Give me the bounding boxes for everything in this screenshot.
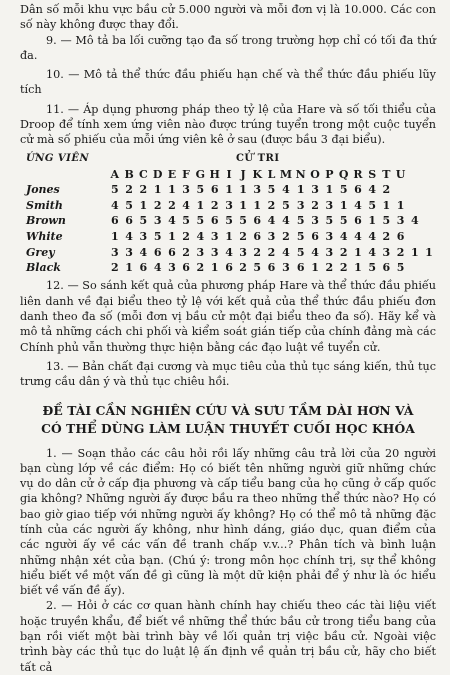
vote-rank-cell: 4: [410, 214, 419, 228]
vote-rank-cell: 3: [311, 214, 319, 228]
vote-rank-cell: 1: [196, 198, 205, 212]
vote-rank-cell: 1: [382, 198, 391, 212]
voter-letter: D: [152, 167, 163, 181]
vote-rank-cell: 2: [239, 229, 247, 243]
vote-rank-cell: 4: [282, 245, 290, 259]
voter-letter: A: [110, 167, 120, 181]
vote-rank-cell: 5: [339, 183, 348, 197]
vote-rank-cell: 2: [110, 261, 119, 275]
voter-letter: U: [395, 167, 406, 181]
vote-rank-cell: 6: [382, 261, 391, 275]
vote-rank-cell: 2: [382, 183, 391, 197]
vote-rank-cell: 3: [325, 229, 334, 243]
vote-rank-cell: 2: [139, 183, 148, 197]
vote-rank-cell: 6: [210, 183, 219, 197]
vote-rank-cell: 4: [125, 229, 133, 243]
vote-rank-cell: 3: [139, 229, 148, 243]
vote-table-header-groups: [26, 151, 436, 167]
vote-rank-cell: 3: [396, 214, 405, 228]
vote-rank-cell: 2: [396, 245, 405, 259]
vote-rank-cell: 1: [225, 229, 233, 243]
candidate-name: White: [26, 229, 63, 243]
voter-letters-row: [26, 166, 436, 182]
vote-rank-cell: 6: [182, 261, 190, 275]
vote-rank-cell: 1: [311, 261, 319, 275]
vote-rank-cell: 1: [253, 198, 262, 212]
vote-rank-cell: 2: [125, 183, 133, 197]
vote-rank-cell: 5: [382, 214, 391, 228]
vote-rank-cell: 4: [110, 198, 119, 212]
vote-rank-cell: 6: [267, 261, 276, 275]
vote-rank-cell: 6: [139, 261, 148, 275]
vote-rank-cell: 5: [239, 214, 247, 228]
vote-rank-cell: 3: [382, 245, 391, 259]
vote-rank-cell: 2: [182, 229, 190, 243]
candidate-column-header: ỨNG VIÊN: [26, 152, 90, 164]
vote-rank-cell: 4: [282, 214, 290, 228]
vote-rank-cell: 5: [396, 261, 405, 275]
vote-rank-cell: 3: [196, 245, 205, 259]
vote-rank-cell: 3: [325, 245, 334, 259]
vote-rank-cell: 6: [253, 214, 262, 228]
vote-rank-cell: 2: [282, 229, 290, 243]
vote-rank-cell: 6: [253, 229, 262, 243]
voter-letter: S: [368, 167, 377, 181]
vote-rank-cell: 2: [267, 198, 276, 212]
vote-rank-cell: 3: [125, 245, 133, 259]
vote-rank-cell: 4: [168, 214, 176, 228]
vote-rank-cell: 2: [168, 198, 176, 212]
vote-rank-cell: 1: [239, 198, 247, 212]
vote-rank-cell: 2: [339, 261, 348, 275]
vote-rank-cell: 6: [153, 245, 162, 259]
vote-rank-cell: 2: [210, 198, 219, 212]
vote-rank-cell: 3: [311, 183, 319, 197]
vote-rank-cell: 5: [296, 245, 305, 259]
vote-rank-cell: 1: [325, 183, 334, 197]
vote-rank-cell: 3: [110, 245, 119, 259]
vote-rank-cell: 5: [253, 261, 262, 275]
vote-rank-cell: 1: [296, 183, 305, 197]
vote-rank-cell: 3: [225, 198, 233, 212]
vote-rank-cell: 2: [253, 245, 262, 259]
vote-rank-cell: 1: [168, 183, 176, 197]
vote-rank-cell: 5: [153, 229, 162, 243]
candidate-name: Smith: [26, 198, 63, 212]
vote-rank-cell: 1: [339, 198, 348, 212]
voter-letter: L: [267, 167, 276, 181]
vote-rank-cell: 3: [253, 183, 262, 197]
voter-letter: T: [382, 167, 391, 181]
vote-rank-cell: 5: [282, 198, 290, 212]
vote-rank-cell: 6: [354, 183, 362, 197]
voter-letter: E: [167, 167, 177, 181]
vote-rank-cell: 2: [153, 198, 162, 212]
vote-rank-cell: 6: [311, 229, 319, 243]
vote-rank-cell: 6: [110, 214, 119, 228]
candidate-name: Black: [26, 261, 61, 275]
vote-rank-cell: 3: [153, 214, 162, 228]
vote-rank-cell: 5: [182, 214, 190, 228]
vote-rank-cell: 5: [139, 214, 148, 228]
vote-rank-cell: 6: [396, 229, 405, 243]
voter-letter: P: [325, 167, 334, 181]
candidate-name: Grey: [26, 245, 55, 259]
vote-rank-cell: 3: [182, 183, 190, 197]
vote-rank-cell: 1: [368, 214, 377, 228]
candidate-row: [26, 260, 436, 276]
vote-rank-cell: 5: [368, 198, 377, 212]
vote-rank-cell: 5: [296, 214, 305, 228]
vote-rank-cell: 4: [354, 229, 362, 243]
voter-letter: Q: [338, 167, 349, 181]
voters-column-header: CỬ TRI: [235, 152, 280, 164]
voter-letter: G: [195, 167, 205, 181]
voter-letter: B: [124, 167, 134, 181]
voter-letter: C: [139, 167, 148, 181]
vote-rank-cell: 1: [239, 183, 247, 197]
vote-rank-cell: 5: [196, 183, 205, 197]
vote-rank-cell: 3: [296, 198, 305, 212]
vote-rank-cell: 5: [368, 261, 377, 275]
question-11: 11. — Áp dụng phương pháp theo tỷ lệ của Hare và số tối thiểu của Droop để tính xem ứng viên nào được trúng tuyển trong một cuộc tuyển cử mà số phiếu của mỗi ứng viên kê ở sau (được bầu 3 đại biểu).: [20, 102, 436, 147]
vote-rank-cell: 2: [311, 198, 319, 212]
question-12: 12. — So sánh kết quả của phương pháp Hare và thể thức đầu phiếu liên danh về đại biểu theo tỷ lệ với kết quả của thể thức đầu phiếu đơn danh theo đa số (mỗi đơn vị bầu cử một đại biểu theo đa số). Hãy kể và mô tả những cách chi phối và kiểm soát gián tiếp của chính đảng mà các Chính phủ vẫn thường thực hiện bằng các đạo luật về tuyển cử.: [20, 279, 436, 354]
vote-rank-cell: 4: [368, 183, 377, 197]
vote-rank-cell: 4: [354, 198, 362, 212]
voter-letter: N: [295, 167, 306, 181]
question-10: 10. — Mô tả thể thức đầu phiếu hạn chế và thể thức đầu phiếu lũy tích: [20, 68, 436, 97]
vote-rank-cell: 5: [325, 214, 334, 228]
vote-rank-cell: 6: [168, 245, 176, 259]
voter-letter: K: [252, 167, 263, 181]
vote-rank-cell: 4: [267, 214, 276, 228]
vote-rank-cell: 1: [153, 183, 162, 197]
vote-rank-cell: 1: [168, 229, 176, 243]
vote-rank-cell: 1: [210, 261, 219, 275]
vote-rank-cell: 1: [425, 245, 433, 259]
voter-letter: J: [240, 167, 246, 181]
research-topic-1: 1. — Soạn thảo các câu hỏi rồi lấy những câu trả lời của 20 người bạn cùng lớp về các điểm: Họ có biết tên những người giữ những chức vụ do dân cử ở cấp địa phương và cấp tiểu bang của họ cũng ở cấp quốc gia không? Những người ấy được bầu ra theo những thể thức nào? Họ có bao giờ giao tiếp với những người ấy không? Họ có thể mô tả những đặc tính của các người ấy không, như hình dáng, giáo dục, quan điểm của các người ấy về các vấn đề tranh chấp v.v...? Phân tích và bình luận những nhận xét của bạn. (Chú ý: trong môn học chính trị, sự thể không hiểu biết về một vấn đề gì cũng là một dữ kiện phải để ý như là óc hiểu biết về vấn đề ấy).: [20, 446, 436, 598]
candidate-row: [26, 244, 436, 260]
vote-rank-cell: 2: [239, 261, 247, 275]
vote-rank-cell: 5: [110, 183, 119, 197]
voter-letter: F: [182, 167, 190, 181]
vote-rank-cell: 6: [225, 261, 233, 275]
vote-rank-cell: 4: [282, 183, 290, 197]
vote-rank-cell: 3: [210, 229, 219, 243]
vote-rank-cell: 5: [125, 198, 133, 212]
candidate-row: [26, 182, 436, 198]
voter-letter: I: [226, 167, 232, 181]
vote-rank-cell: 1: [225, 183, 233, 197]
vote-rank-cell: 1: [354, 245, 362, 259]
vote-rank-cell: 4: [153, 261, 162, 275]
paragraph-population: Dân số mỗi khu vực bầu cử 5.000 người và mỗi đơn vị là 10.000. Các con số này không được thay đổi.: [20, 3, 436, 32]
vote-rank-cell: 4: [196, 229, 205, 243]
candidate-name: Brown: [26, 214, 66, 228]
vote-rank-cell: 4: [139, 245, 148, 259]
vote-rank-cell: 2: [196, 261, 205, 275]
voter-letter: O: [310, 167, 320, 181]
vote-rank-cell: 3: [210, 245, 219, 259]
vote-rank-cell: 4: [339, 229, 348, 243]
candidate-row: [26, 213, 436, 229]
vote-rank-cell: 3: [282, 261, 290, 275]
vote-rank-cell: 1: [396, 198, 405, 212]
vote-rank-cell: 5: [339, 214, 348, 228]
section-title-line-1: ĐỀ TÀI CẦN NGHIÊN CỨU VÀ SƯU TẦM DÀI HƠN VÀ: [42, 402, 414, 418]
vote-rank-cell: 1: [354, 261, 362, 275]
section-title-line-2: CÓ THỂ DÙNG LÀM LUẬN THUYẾT CUỐI HỌC KHÓA: [41, 420, 415, 436]
vote-rank-cell: 2: [267, 245, 276, 259]
vote-rank-cell: 3: [267, 229, 276, 243]
vote-rank-cell: 1: [139, 198, 148, 212]
vote-rank-cell: 5: [267, 183, 276, 197]
vote-rank-cell: 2: [339, 245, 348, 259]
question-13: 13. — Bản chất đại cương và mục tiêu của thủ tục sáng kiến, thủ tục trưng cầu dân ý và thủ tục chiêu hồi.: [20, 359, 436, 389]
vote-table: [26, 151, 436, 276]
vote-rank-cell: 2: [325, 261, 334, 275]
vote-rank-cell: 6: [210, 214, 219, 228]
vote-rank-cell: 3: [325, 198, 334, 212]
candidate-row: [26, 229, 436, 245]
voter-letter: H: [209, 167, 220, 181]
vote-rank-cell: 6: [125, 214, 133, 228]
vote-rank-cell: 5: [196, 214, 205, 228]
candidate-name: Jones: [26, 183, 60, 197]
research-topic-2: 2. — Hỏi ở các cơ quan hành chính hay chiếu theo các tài liệu viết hoặc truyền khẩu, để biết về những thể thức bầu cử trong tiểu bang của bạn rồi viết một bài trình bày về lối quản trị việc bầu cử. Ngoài việc trình bày các thủ tục do luật lệ ấn định về quản trị bầu cử, hãy cho biết tất cả: [20, 599, 436, 674]
candidate-row: [26, 197, 436, 213]
vote-rank-cell: 2: [382, 229, 391, 243]
question-9: 9. — Mô tả ba lối cưỡng tạo đa số trong trường hợp chỉ có tối đa thứ đa.: [20, 33, 436, 62]
vote-rank-cell: 1: [125, 261, 133, 275]
vote-rank-cell: 5: [225, 214, 233, 228]
vote-rank-cell: 6: [354, 214, 362, 228]
vote-rank-cell: 1: [410, 245, 419, 259]
vote-rank-cell: 2: [182, 245, 190, 259]
vote-rank-cell: 3: [168, 261, 176, 275]
vote-rank-cell: 4: [368, 229, 377, 243]
vote-rank-cell: 5: [296, 229, 305, 243]
vote-rank-cell: 3: [239, 245, 247, 259]
voter-letter: M: [279, 167, 293, 181]
vote-rank-cell: 1: [110, 229, 119, 243]
vote-rank-cell: 4: [225, 245, 233, 259]
voter-letter: R: [353, 167, 363, 181]
vote-rank-cell: 4: [311, 245, 319, 259]
vote-rank-cell: 6: [296, 261, 305, 275]
vote-rank-cell: 4: [182, 198, 190, 212]
vote-rank-cell: 4: [368, 245, 377, 259]
